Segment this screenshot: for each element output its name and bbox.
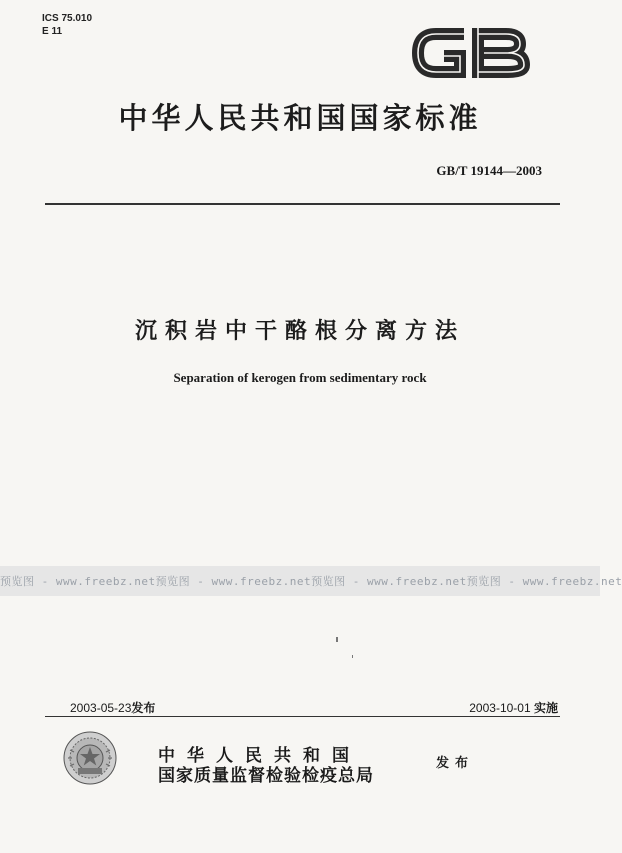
watermark-band bbox=[0, 566, 622, 596]
implementation-date-value: 2003-10-01 bbox=[469, 701, 531, 715]
issuing-org-line2: 国家质量监督检验检疫总局 bbox=[158, 766, 374, 786]
classification-codes bbox=[42, 12, 92, 38]
issue-date bbox=[70, 699, 155, 716]
scan-speck bbox=[352, 655, 353, 658]
issue-date-value: 2003-05-23 bbox=[70, 701, 132, 715]
footer-divider bbox=[45, 716, 560, 717]
watermark-text: 预览图 - www.freebz.net bbox=[0, 575, 156, 588]
ics-code: ICS 75.010 bbox=[42, 13, 93, 24]
ccs-code: E 11 bbox=[42, 26, 63, 37]
watermark-text: 预览图 - www.freebz.net bbox=[311, 575, 467, 588]
national-emblem-icon bbox=[62, 730, 118, 786]
watermark-text: 预览图 - www.freebz.net bbox=[155, 575, 312, 588]
standard-code: GB/T 19144—2003 bbox=[436, 163, 542, 178]
document-title-en: Separation of kerogen from sedimentary rock bbox=[173, 370, 427, 385]
implementation-date bbox=[469, 699, 558, 716]
gb-logo-icon bbox=[408, 20, 532, 86]
standard-title: 中华人民共和国国家标准 bbox=[118, 101, 482, 135]
scan-speck bbox=[336, 637, 338, 642]
implementation-date-label: 实施 bbox=[533, 701, 558, 715]
issue-date-label: 发布 bbox=[131, 701, 156, 715]
watermark-text: 预览图 - www.freebz.net bbox=[466, 575, 622, 588]
publish-label: 发布 bbox=[436, 756, 475, 771]
issuing-org-line1: 中华人民共和国 bbox=[158, 746, 361, 766]
document-title-cn: 沉积岩中干酪根分离方法 bbox=[134, 319, 465, 344]
header-divider bbox=[45, 203, 560, 205]
